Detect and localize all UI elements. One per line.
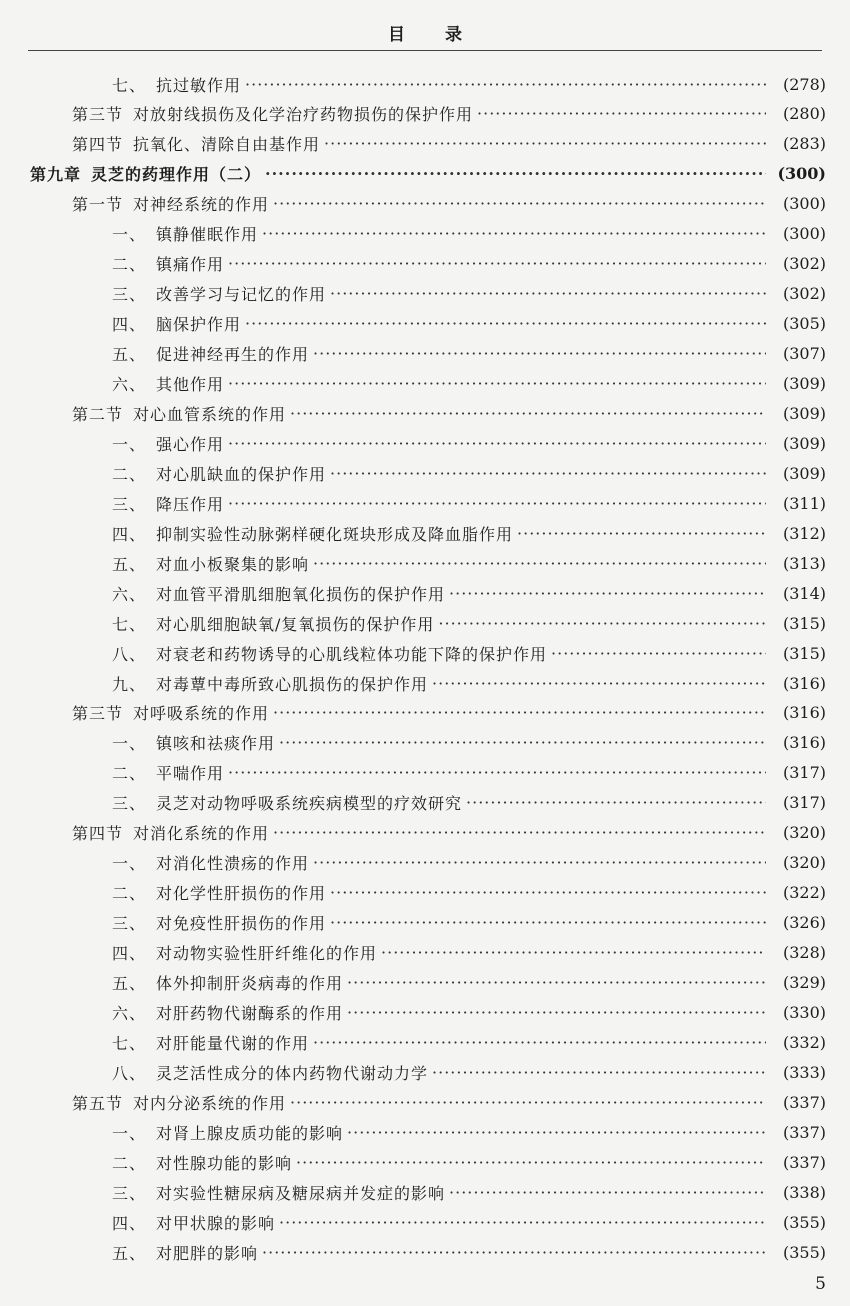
toc-entry-label <box>112 941 377 964</box>
toc-entry-label <box>112 612 434 635</box>
dot-leader <box>551 644 766 663</box>
toc-entry-number: 二、 <box>112 764 147 784</box>
toc-entry-page: (314) <box>782 583 826 603</box>
toc-entry-label <box>112 582 445 605</box>
toc-entry <box>0 608 850 638</box>
dot-leader <box>330 883 766 902</box>
toc-entry <box>0 159 850 189</box>
toc-entry-page: (337) <box>782 1092 826 1112</box>
toc-entry <box>0 1147 850 1177</box>
toc-entry <box>0 219 850 249</box>
toc-entry <box>0 398 850 428</box>
dot-leader <box>290 404 766 423</box>
toc-entry-page: (328) <box>782 943 826 963</box>
toc-entry-number: 二、 <box>112 884 147 904</box>
toc-entry-number: 八、 <box>112 1063 147 1083</box>
dot-leader <box>313 1033 766 1052</box>
toc-entry-page: (307) <box>782 344 826 364</box>
toc-entry <box>0 279 850 309</box>
toc-entry-label <box>112 881 326 904</box>
toc-entry-label <box>112 552 309 575</box>
toc-entry <box>0 728 850 758</box>
toc-entry-title: 对性腺功能的影响 <box>156 1153 293 1173</box>
toc-entry-title: 抗氧化、清除自由基作用 <box>133 135 321 155</box>
toc-entry-label <box>112 851 309 874</box>
toc-entry-page: (355) <box>782 1242 826 1262</box>
toc-entry <box>0 339 850 369</box>
toc-entry-page: (338) <box>782 1182 826 1202</box>
toc-entry-title: 平喘作用 <box>156 764 225 784</box>
dot-leader <box>330 284 766 303</box>
toc-entry <box>0 1057 850 1087</box>
toc-entry-page: (320) <box>782 853 826 873</box>
dot-leader <box>330 464 766 483</box>
toc-entry <box>0 458 850 488</box>
toc-entry-number: 三、 <box>112 494 147 514</box>
toc-entry-title: 体外抑制肝炎病毒的作用 <box>156 974 344 993</box>
toc-entry-title: 对内分泌系统的作用 <box>133 1093 287 1113</box>
toc-entry-page: (332) <box>782 1032 826 1052</box>
toc-entry-label <box>112 282 326 305</box>
toc-entry-title: 镇咳和祛痰作用 <box>156 734 276 754</box>
toc-entry-number: 第四节 <box>72 824 124 844</box>
dot-leader <box>347 1003 766 1022</box>
toc-entry-page: (326) <box>782 913 826 933</box>
toc-entry-number: 三、 <box>112 914 147 934</box>
toc-entry-page: (313) <box>782 553 826 573</box>
toc-entry <box>0 848 850 878</box>
toc-entry-page: (316) <box>782 673 826 693</box>
toc-entry-title: 强心作用 <box>156 434 225 454</box>
dot-leader <box>347 973 766 992</box>
toc-entry <box>0 548 850 578</box>
toc-entry-title: 对肝药物代谢酶系的作用 <box>156 1003 344 1023</box>
toc-entry-title: 降压作用 <box>156 494 225 514</box>
toc-entry-label <box>112 1001 343 1024</box>
toc-entry-page: (322) <box>782 883 826 903</box>
toc-entry <box>0 938 850 968</box>
toc-entry-number: 五、 <box>112 554 147 574</box>
dot-leader <box>228 434 766 453</box>
dot-leader <box>279 733 766 752</box>
toc-entry-number: 六、 <box>112 375 147 394</box>
dot-leader <box>290 1093 766 1112</box>
toc-entry-label <box>112 252 224 275</box>
toc-entry-number: 四、 <box>112 1213 147 1233</box>
toc-entry-label <box>72 701 269 724</box>
toc-entry-label <box>30 162 261 185</box>
toc-entry-number: 四、 <box>112 944 147 964</box>
toc-entry-page: (283) <box>782 134 826 154</box>
dot-leader <box>296 1153 766 1172</box>
dot-leader <box>432 1063 766 1082</box>
toc-entry-title: 灵芝活性成分的体内药物代谢动力学 <box>156 1063 429 1083</box>
toc-entry-number: 七、 <box>112 614 147 634</box>
toc-entry-number: 五、 <box>112 345 147 365</box>
toc-entry <box>0 758 850 788</box>
toc-entry-title: 对心肌细胞缺氧/复氧损伤的保护作用 <box>156 614 435 634</box>
toc-entry-label <box>112 971 343 994</box>
toc-entry-page: (320) <box>782 823 826 843</box>
toc-entry-page: (329) <box>782 973 826 992</box>
toc-entry-page: (278) <box>782 74 826 94</box>
toc-entry-number: 第二节 <box>72 404 124 424</box>
toc-entry-label <box>112 222 258 245</box>
toc-entry-number: 五、 <box>112 974 147 993</box>
toc-entry-number: 一、 <box>112 225 147 245</box>
dot-leader <box>262 224 766 243</box>
toc-entry-label <box>112 462 326 485</box>
toc-entry-number: 四、 <box>112 524 147 544</box>
toc-entry <box>0 1237 850 1267</box>
toc-entry-label <box>112 73 241 96</box>
toc-entry-number: 二、 <box>112 464 147 484</box>
toc-entry-page: (316) <box>782 733 826 753</box>
toc-entry-page: (280) <box>782 104 826 124</box>
dot-leader <box>517 524 766 543</box>
dot-leader <box>466 793 766 812</box>
dot-leader <box>273 194 766 213</box>
toc-entry-number: 一、 <box>112 434 147 454</box>
toc-entry-page: (300) <box>777 164 826 184</box>
toc-entry-number: 六、 <box>112 1003 147 1023</box>
toc-entry-label <box>112 1061 428 1084</box>
toc-entry-number: 五、 <box>112 1243 147 1263</box>
toc-entry-page: (355) <box>782 1212 826 1232</box>
toc-entry <box>0 249 850 279</box>
toc-entry-label <box>112 1241 258 1264</box>
toc-entry-title: 镇痛作用 <box>156 255 225 275</box>
toc-entry <box>0 69 850 99</box>
dot-leader <box>245 75 766 94</box>
dot-leader <box>228 374 766 393</box>
toc-entry-title: 对心血管系统的作用 <box>133 404 287 424</box>
toc-entry-title: 其他作用 <box>156 375 225 394</box>
toc-entry-title: 灵芝的药理作用（二） <box>91 165 262 185</box>
toc-entry-label <box>112 372 224 395</box>
toc-entry-page: (315) <box>782 643 826 663</box>
toc-entry-label <box>72 1091 286 1114</box>
toc-entry <box>0 578 850 608</box>
toc-entry-page: (337) <box>782 1122 826 1142</box>
toc-entry-page: (333) <box>782 1062 826 1082</box>
toc-entry-page: (309) <box>782 403 826 423</box>
toc-entry <box>0 878 850 908</box>
toc-entry-title: 镇静催眠作用 <box>156 225 259 245</box>
toc-entry <box>0 129 850 159</box>
toc-entry-title: 抗过敏作用 <box>156 75 242 95</box>
toc-entry-label <box>72 192 269 215</box>
toc-entry-number: 四、 <box>112 315 147 335</box>
toc-entry-label <box>112 1031 309 1054</box>
toc-entry <box>0 968 850 998</box>
toc-entry-label <box>112 1151 292 1174</box>
toc-entry-number: 一、 <box>112 734 147 754</box>
toc-entry <box>0 638 850 668</box>
toc-entry-number: 九、 <box>112 674 147 694</box>
toc-entry <box>0 1027 850 1057</box>
toc-entry-number: 一、 <box>112 854 147 874</box>
toc-entry-title: 对化学性肝损伤的作用 <box>156 884 327 904</box>
toc-entry-number: 第五节 <box>72 1093 124 1113</box>
toc-entry-number: 第三节 <box>72 704 124 724</box>
toc-entry-label <box>112 911 326 934</box>
dot-leader <box>273 823 766 842</box>
toc-entry-title: 对呼吸系统的作用 <box>133 704 270 724</box>
toc-entry-label <box>112 1181 445 1204</box>
toc-entry <box>0 1117 850 1147</box>
toc-entry-title: 对放射线损伤及化学治疗药物损伤的保护作用 <box>133 105 474 125</box>
toc-entry-number: 二、 <box>112 255 147 275</box>
toc-entry-page: (309) <box>782 463 826 483</box>
toc-entry-page: (302) <box>782 284 826 304</box>
dot-leader <box>262 1243 766 1262</box>
toc-entry <box>0 698 850 728</box>
toc-entry-page: (300) <box>782 194 826 214</box>
toc-entry-number: 一、 <box>112 1123 147 1143</box>
dot-leader <box>228 254 766 273</box>
toc-entry-label <box>112 522 513 545</box>
toc-entry-page: (337) <box>782 1152 826 1172</box>
toc-entry-label <box>112 731 275 754</box>
toc-entry-title: 抑制实验性动脉粥样硬化斑块形成及降血脂作用 <box>156 524 514 544</box>
dot-leader <box>313 853 766 872</box>
dot-leader <box>449 1183 766 1202</box>
toc-entry-page: (311) <box>782 493 826 513</box>
toc-entry-label <box>112 1121 343 1144</box>
toc-entry-number: 第一节 <box>72 195 124 215</box>
dot-leader <box>228 494 766 513</box>
toc-entry-number: 六、 <box>112 584 147 604</box>
toc-entry <box>0 369 850 399</box>
dot-leader <box>477 104 766 123</box>
toc-entry-title: 对神经系统的作用 <box>133 195 270 215</box>
toc-entry-label <box>112 761 224 784</box>
toc-entry-title: 对免疫性肝损伤的作用 <box>156 914 327 934</box>
dot-leader <box>347 1123 766 1142</box>
toc-entry <box>0 518 850 548</box>
dot-leader <box>273 703 766 722</box>
toc-entry-title: 对肥胖的影响 <box>156 1243 259 1263</box>
toc-entry-page: (315) <box>782 613 826 633</box>
toc-entry-title: 对消化系统的作用 <box>133 824 270 844</box>
toc-entry <box>0 488 850 518</box>
toc-entry-label <box>112 672 428 695</box>
toc-entry-label <box>112 432 224 455</box>
toc-entry-title: 灵芝对动物呼吸系统疾病模型的疗效研究 <box>156 794 463 814</box>
toc-entry <box>0 1207 850 1237</box>
toc-entry <box>0 309 850 339</box>
toc-entry-title: 对毒蕈中毒所致心肌损伤的保护作用 <box>156 674 429 694</box>
toc-entry-title: 对心肌缺血的保护作用 <box>156 464 327 484</box>
toc-entry-page: (330) <box>782 1002 826 1022</box>
dot-leader <box>313 344 766 363</box>
dot-leader <box>432 674 766 693</box>
running-header <box>28 0 822 51</box>
toc-entry-page: (316) <box>782 703 826 723</box>
toc-entry-label <box>112 1211 275 1234</box>
toc-entry-number: 七、 <box>112 75 147 95</box>
toc-entry-page: (300) <box>782 224 826 244</box>
toc-entry-label <box>72 402 286 425</box>
dot-leader <box>438 614 766 633</box>
dot-leader <box>279 1213 766 1232</box>
dot-leader <box>265 164 766 183</box>
toc-entry <box>0 1177 850 1207</box>
toc-entry-page: (309) <box>782 433 826 453</box>
dot-leader <box>330 913 766 932</box>
page-number: 5 <box>815 1274 826 1294</box>
toc-entry-page: (312) <box>782 523 826 543</box>
toc-entry-number: 第四节 <box>72 135 124 155</box>
dot-leader <box>381 943 766 962</box>
toc-entry-number: 三、 <box>112 794 147 814</box>
toc-entry-title: 脑保护作用 <box>156 315 242 335</box>
toc-entry-number: 第九章 <box>30 165 82 185</box>
toc-entry-number: 三、 <box>112 285 147 305</box>
toc-entry-title: 对甲状腺的影响 <box>156 1213 276 1233</box>
toc-entry-title: 对衰老和药物诱导的心肌线粒体功能下降的保护作用 <box>156 644 548 664</box>
toc-entry-label <box>72 132 320 155</box>
toc-entry-title: 改善学习与记忆的作用 <box>156 285 327 305</box>
toc-entry <box>0 908 850 938</box>
toc-entry-title: 促进神经再生的作用 <box>156 345 310 365</box>
toc-entry <box>0 1087 850 1117</box>
dot-leader <box>449 584 766 603</box>
toc-entry <box>0 997 850 1027</box>
toc-entry-number: 第三节 <box>72 105 124 125</box>
toc-entry-page: (317) <box>782 793 826 813</box>
toc-entry-label <box>112 642 547 665</box>
toc-entry-title: 对消化性溃疡的作用 <box>156 854 310 874</box>
toc-entry-label <box>112 312 241 335</box>
toc-entry-title: 对肾上腺皮质功能的影响 <box>156 1123 344 1143</box>
page-title: 目录 <box>388 25 502 45</box>
toc-entry-title: 对动物实验性肝纤维化的作用 <box>156 944 378 964</box>
toc-entry-title: 对血管平滑肌细胞氧化损伤的保护作用 <box>156 584 446 604</box>
toc-entry-title: 对实验性糖尿病及糖尿病并发症的影响 <box>156 1183 446 1203</box>
toc-entry-page: (302) <box>782 254 826 274</box>
toc-entry-number: 二、 <box>112 1153 147 1173</box>
toc-entry-title: 对血小板聚集的影响 <box>156 554 310 574</box>
toc-entry-page: (317) <box>782 763 826 783</box>
toc-entry-number: 三、 <box>112 1183 147 1203</box>
toc-entry-title: 对肝能量代谢的作用 <box>156 1033 310 1053</box>
dot-leader <box>324 134 766 153</box>
toc-entry <box>0 818 850 848</box>
toc-entry-label <box>112 791 462 814</box>
toc-entry-page: (309) <box>782 374 826 393</box>
toc-entry <box>0 99 850 129</box>
toc-entry-label <box>112 492 224 515</box>
dot-leader <box>313 554 766 573</box>
toc-entry <box>0 189 850 219</box>
dot-leader <box>245 314 766 333</box>
toc-entry <box>0 428 850 458</box>
dot-leader <box>228 763 766 782</box>
toc-entry <box>0 788 850 818</box>
toc-entry-number: 八、 <box>112 644 147 664</box>
toc-entry-label <box>72 102 473 125</box>
toc-entry <box>0 668 850 698</box>
toc-entry-number: 七、 <box>112 1033 147 1053</box>
toc-entry-page: (305) <box>782 314 826 334</box>
toc-entry-label <box>72 821 269 844</box>
toc-entry-label <box>112 342 309 365</box>
